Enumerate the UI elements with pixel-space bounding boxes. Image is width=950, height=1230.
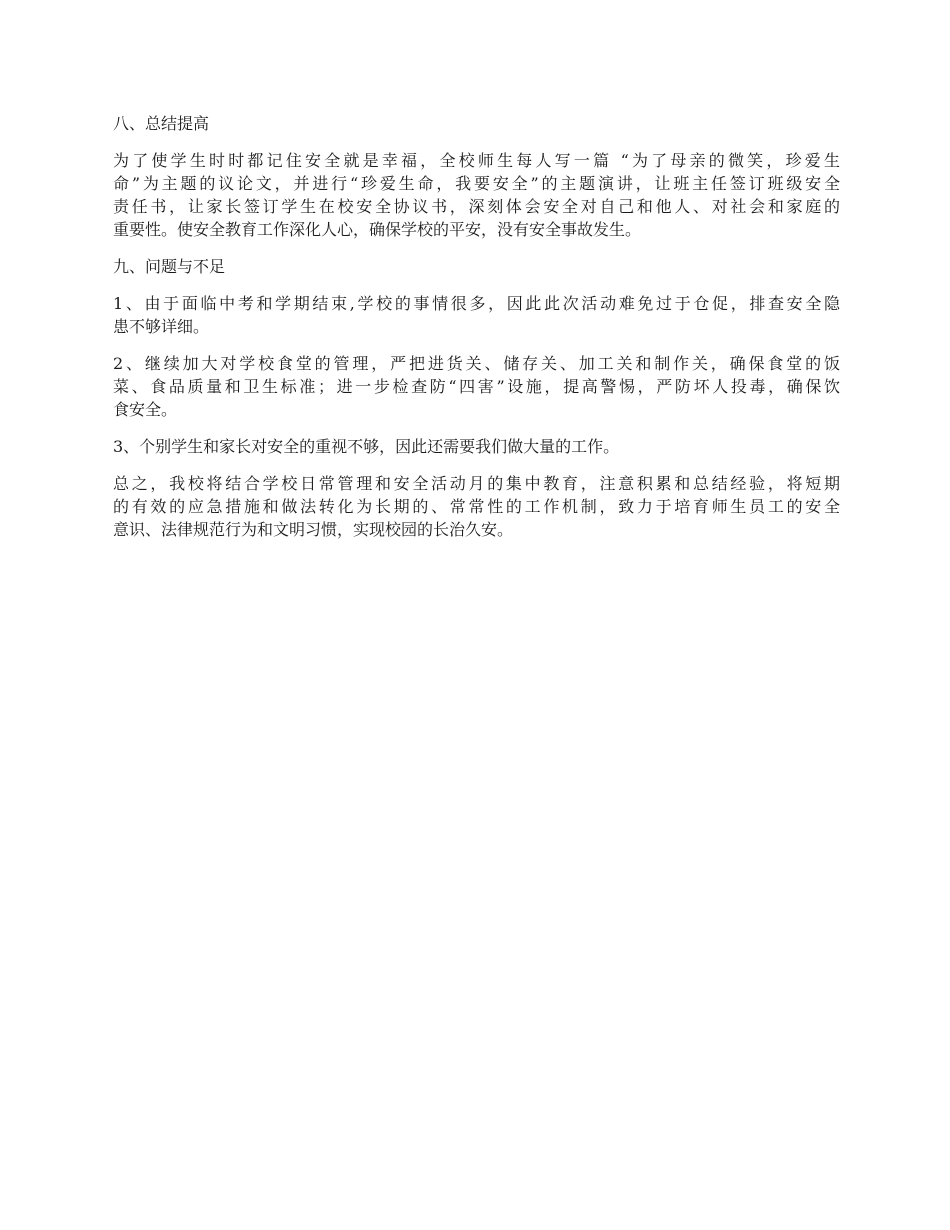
text-line: 2、继续加大对学校食堂的管理，严把进货关、储存关、加工关和制作关，确保食堂的饭	[113, 354, 840, 373]
text-line: 责任书，让家长签订学生在校安全协议书，深刻体会安全对自己和他人、对社会和家庭的	[113, 197, 840, 216]
section-9-item-1	[113, 292, 840, 338]
text-line: 3、个别学生和家长对安全的重视不够，因此还需要我们做大量的工作。	[113, 437, 620, 456]
section-9-item-2	[113, 352, 840, 421]
text-line: 重要性。使安全教育工作深化人心，确保学校的平安，没有安全事故发生。	[113, 220, 642, 239]
text-line: 1、由于面临中考和学期结束,学校的事情很多，因此此次活动难免过于仓促，排查安全隐	[113, 294, 840, 313]
section-8-heading: 八、总结提高	[113, 114, 210, 133]
section-9-heading: 九、问题与不足	[113, 257, 226, 276]
section-9-item-3	[113, 435, 840, 458]
text-line: 患不够详细。	[113, 317, 210, 336]
text-line: 总之，我校将结合学校日常管理和安全活动月的集中教育，注意积累和总结经验，将短期	[113, 474, 840, 493]
conclusion-paragraph	[113, 472, 840, 541]
section-8-paragraph	[113, 149, 840, 241]
text-line: 为了使学生时时都记住安全就是幸福，全校师生每人写一篇 “为了母亲的微笑，珍爱生	[113, 151, 840, 170]
text-line: 的有效的应急措施和做法转化为长期的、常常性的工作机制，致力于培育师生员工的安全	[113, 497, 840, 516]
text-line: 食安全。	[113, 400, 178, 419]
text-line: 命”为主题的议论文，并进行“珍爱生命，我要安全”的主题演讲，让班主任签订班级安全	[113, 174, 840, 193]
text-line: 意识、法律规范行为和文明习惯，实现校园的长治久安。	[113, 520, 514, 539]
text-line: 菜、食品质量和卫生标准；进一步检查防“四害”设施，提高警惕，严防坏人投毒，确保饮	[113, 377, 840, 396]
